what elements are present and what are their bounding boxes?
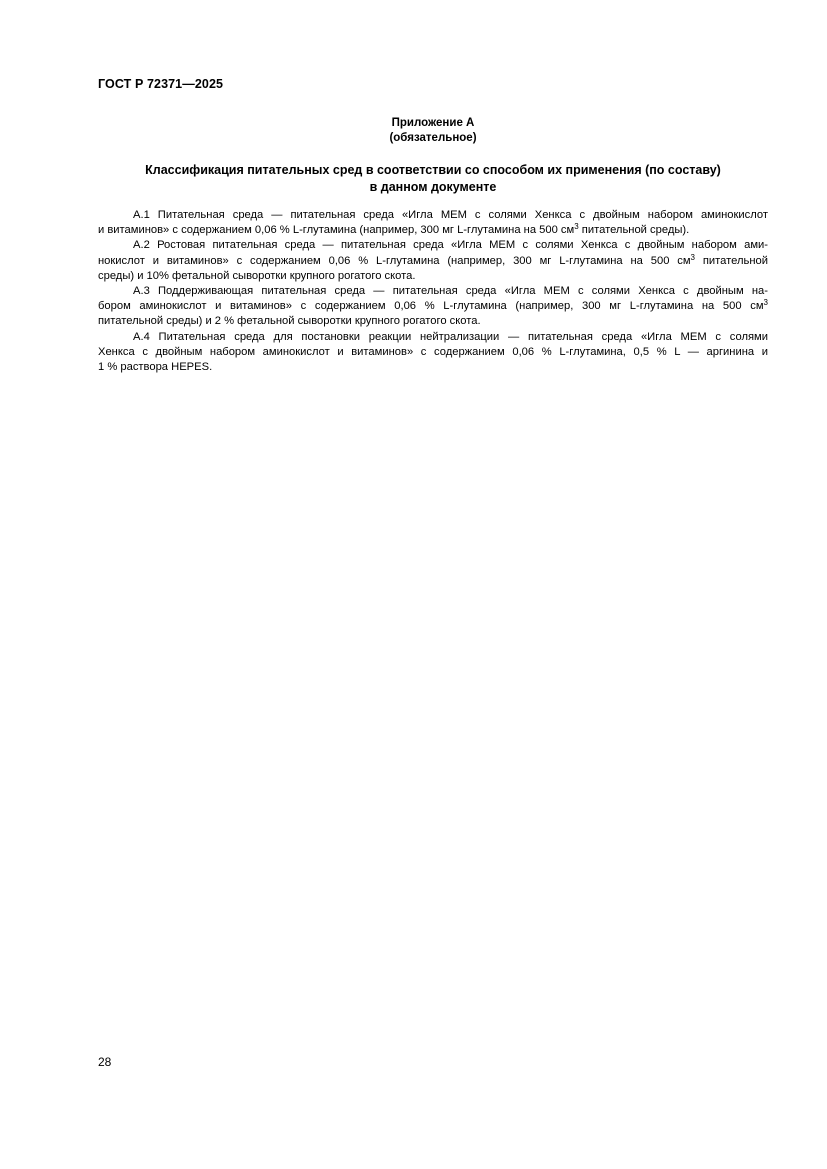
paragraph-a4-line-1: А.4 Питательная среда для постановки реакции нейтрализации — питательная среда «Игла МЕМ с солями xyxy=(133,330,768,343)
body-text xyxy=(98,208,768,375)
paragraph-a3-line-3: питательной среды) и 2 % фетальной сыворотки крупного рогатого скота. xyxy=(98,315,481,328)
paragraph-a4-line-2: Хенкса с двойным набором аминокислот и витаминов» с содержанием 0,06 % L-глутамина, 0,5 % L — аргинина и xyxy=(98,345,768,358)
appendix-heading xyxy=(98,116,768,146)
section-title xyxy=(98,162,768,196)
superscript-cube: 3 xyxy=(690,252,695,262)
paragraph-a1-line-2 xyxy=(98,223,768,238)
section-title-line-1: Классификация питательных сред в соответствии со способом их применения (по составу) xyxy=(145,163,721,177)
superscript-cube: 3 xyxy=(763,298,768,308)
appendix-status: (обязательное) xyxy=(389,132,477,144)
paragraph-a2-line-2 xyxy=(98,254,768,269)
paragraph-a4-line-3: 1 % раствора HEPES. xyxy=(98,360,213,373)
paragraph-a3-line-2 xyxy=(98,299,768,314)
section-title-line-2: в данном документе xyxy=(369,180,497,194)
paragraph-a1-line-1: А.1 Питательная среда — питательная среда «Игла МЕМ с солями Хенкса с двойным набором аминокислот xyxy=(133,209,768,221)
page-number: 28 xyxy=(98,1055,112,1069)
document-code: ГОСТ Р 72371—2025 xyxy=(98,77,224,91)
paragraph-a1-text: и витаминов» с содержанием 0,06 % L-глутамина (например, 300 мг L-глутамина на 500 см xyxy=(98,224,575,237)
paragraph-a3-text: бором аминокислот и витаминов» с содержанием 0,06 % L-глутамина (например, 300 мг L-глутамина на 500 см xyxy=(98,300,764,313)
paragraph-a2-line-1: А.2 Ростовая питательная среда — питательная среда «Игла МЕМ с солями Хенкса с двойным набором ами- xyxy=(133,239,768,252)
paragraph-a2-text-end: питательной xyxy=(695,254,768,267)
appendix-label: Приложение А xyxy=(391,117,475,129)
superscript-cube: 3 xyxy=(574,222,579,232)
paragraph-a2-line-3: среды) и 10% фетальной сыворотки крупного рогатого скота. xyxy=(98,269,416,282)
paragraph-a2-text: нокислот и витаминов» с содержанием 0,06 % L-глутамина (например, 300 мг L-глутамина на 500 см xyxy=(98,254,691,267)
paragraph-a3-line-1: А.3 Поддерживающая питательная среда — питательная среда «Игла МЕМ с солями Хенкса с двойным на- xyxy=(133,284,768,297)
paragraph-a1-text-end: питательной среды). xyxy=(578,224,690,237)
